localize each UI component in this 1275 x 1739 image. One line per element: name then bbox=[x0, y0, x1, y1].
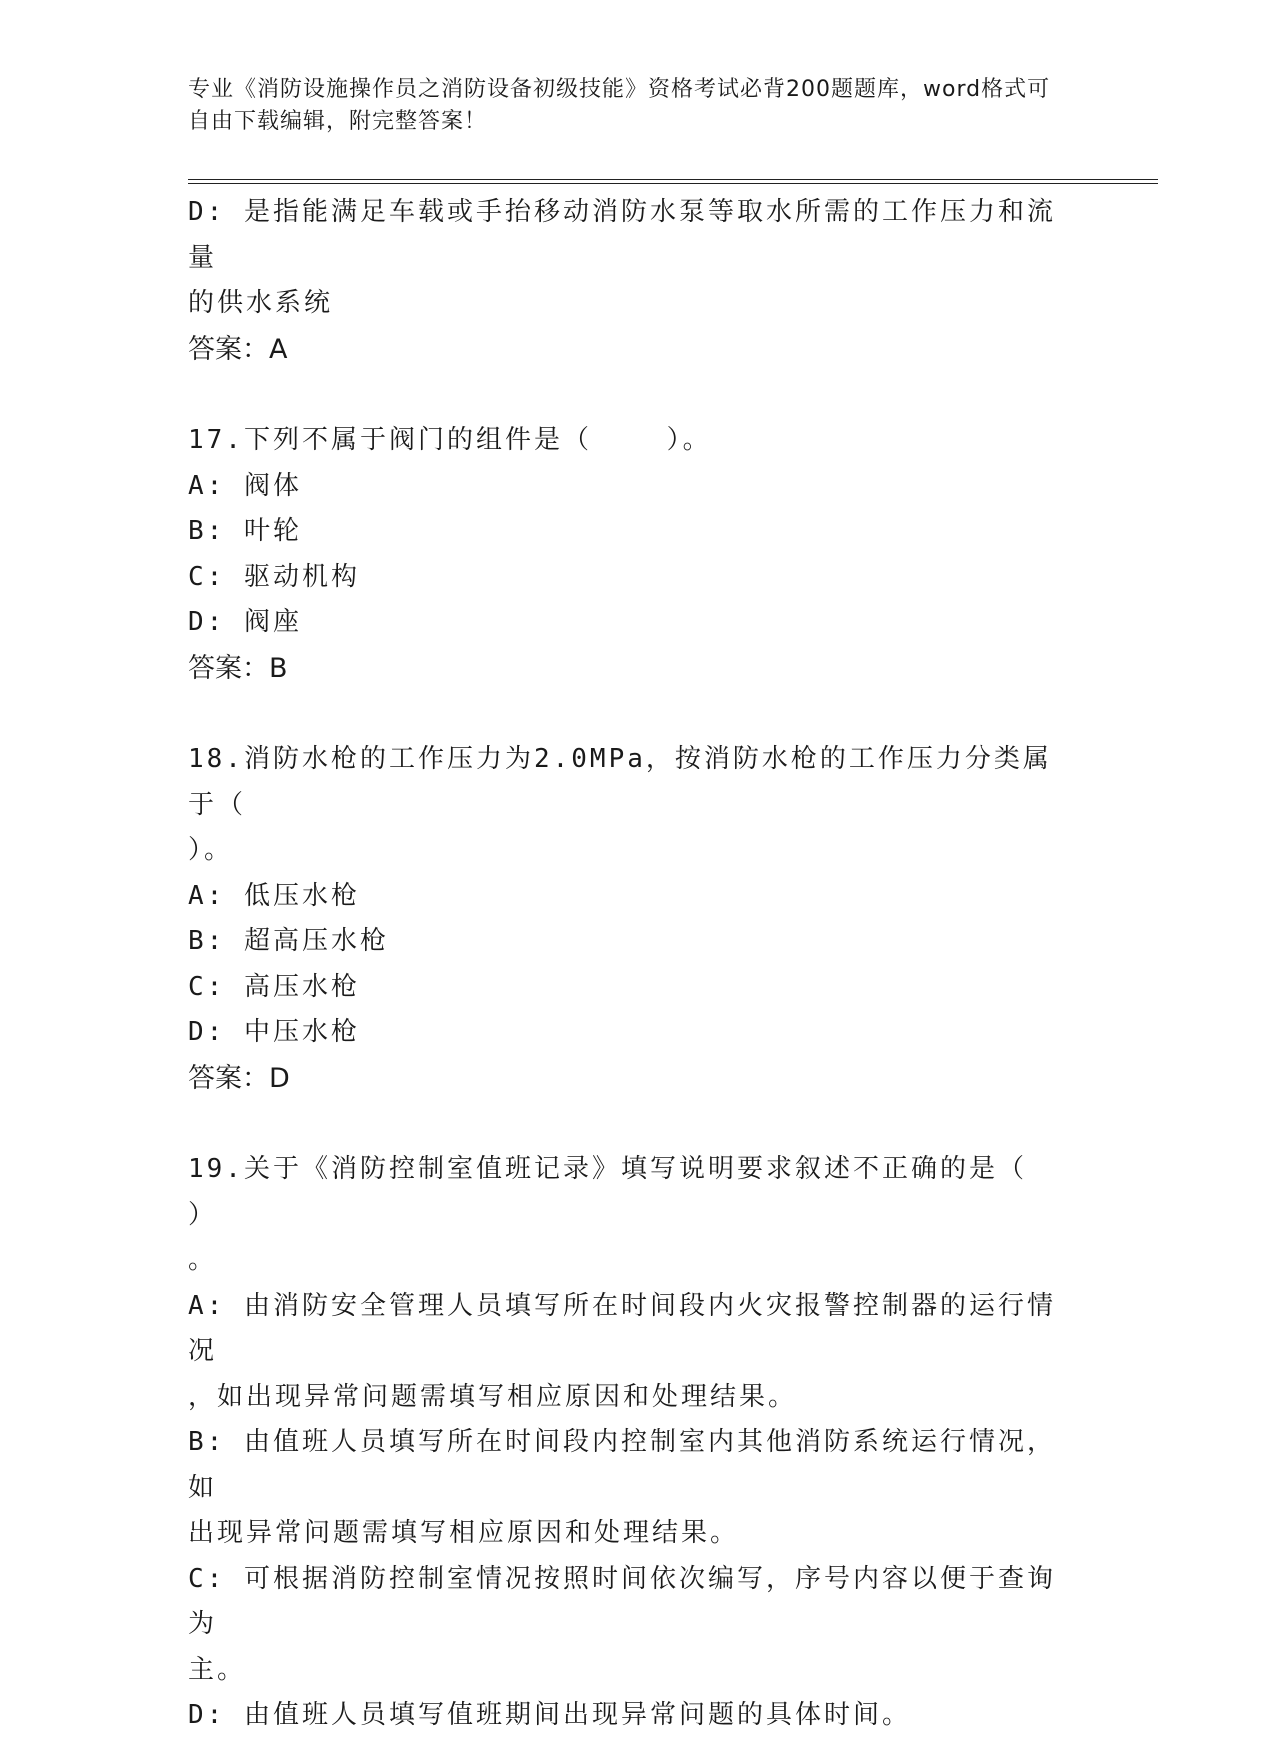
answer-line: 答案：D bbox=[188, 1062, 290, 1094]
option-d: D: 中压水枪 bbox=[188, 1017, 360, 1047]
question-stem-line-2: 。 bbox=[188, 1245, 218, 1275]
option-c: C: 高压水枪 bbox=[188, 971, 360, 1002]
option-a-line-1: A: 由消防安全管理人员填写所在时间段内火灾报警控制器的运行情况 bbox=[188, 1290, 1056, 1366]
header-double-rule bbox=[188, 179, 1158, 184]
option-a: A: 阀体 bbox=[188, 470, 302, 501]
option-b: B: 超高压水枪 bbox=[188, 926, 389, 956]
question-content bbox=[188, 190, 1102, 1739]
question-stem-line-1: 19.关于《消防控制室值班记录》填写说明要求叙述不正确的是（ ） bbox=[188, 1154, 1102, 1230]
answer-line: 答案：B bbox=[188, 652, 288, 684]
option-c-line-2: 主。 bbox=[188, 1654, 247, 1685]
previous-question-tail bbox=[188, 190, 1078, 372]
option-b: B: 叶轮 bbox=[188, 516, 302, 546]
option-d: D: 由值班人员填写值班期间出现异常问题的具体时间。 bbox=[188, 1700, 911, 1730]
question-17 bbox=[188, 418, 1078, 691]
option-d: D: 阀座 bbox=[188, 607, 302, 637]
option-c: C: 驱动机构 bbox=[188, 561, 360, 592]
page-header: 专业《消防设施操作员之消防设备初级技能》资格考试必背200题题库，word格式可自由下载编辑，附完整答案！ bbox=[188, 77, 1051, 134]
question-stem-line-1: 18.消防水枪的工作压力为2.0MPa，按消防水枪的工作压力分类属于（ bbox=[188, 744, 1052, 820]
option-a-line-2: ，如出现异常问题需填写相应原因和处理结果。 bbox=[188, 1381, 798, 1412]
option-b-line-2: 出现异常问题需填写相应原因和处理结果。 bbox=[188, 1518, 740, 1548]
option-b-line-1: B: 由值班人员填写所在时间段内控制室内其他消防系统运行情况，如 bbox=[188, 1427, 1056, 1503]
question-18 bbox=[188, 737, 1078, 1101]
question-stem-line-2: ）。 bbox=[188, 835, 234, 865]
answer-line: 答案：A bbox=[188, 333, 288, 365]
option-a: A: 低压水枪 bbox=[188, 880, 360, 911]
option-c-line-1: C: 可根据消防控制室情况按照时间依次编写，序号内容以便于查询为 bbox=[188, 1563, 1056, 1639]
option-d-line-2: 的供水系统 bbox=[188, 288, 334, 318]
question-stem: 17.下列不属于阀门的组件是（ ）。 bbox=[188, 425, 712, 455]
option-d-line-1: D: 是指能满足车载或手抬移动消防水泵等取水所需的工作压力和流量 bbox=[188, 197, 1056, 273]
